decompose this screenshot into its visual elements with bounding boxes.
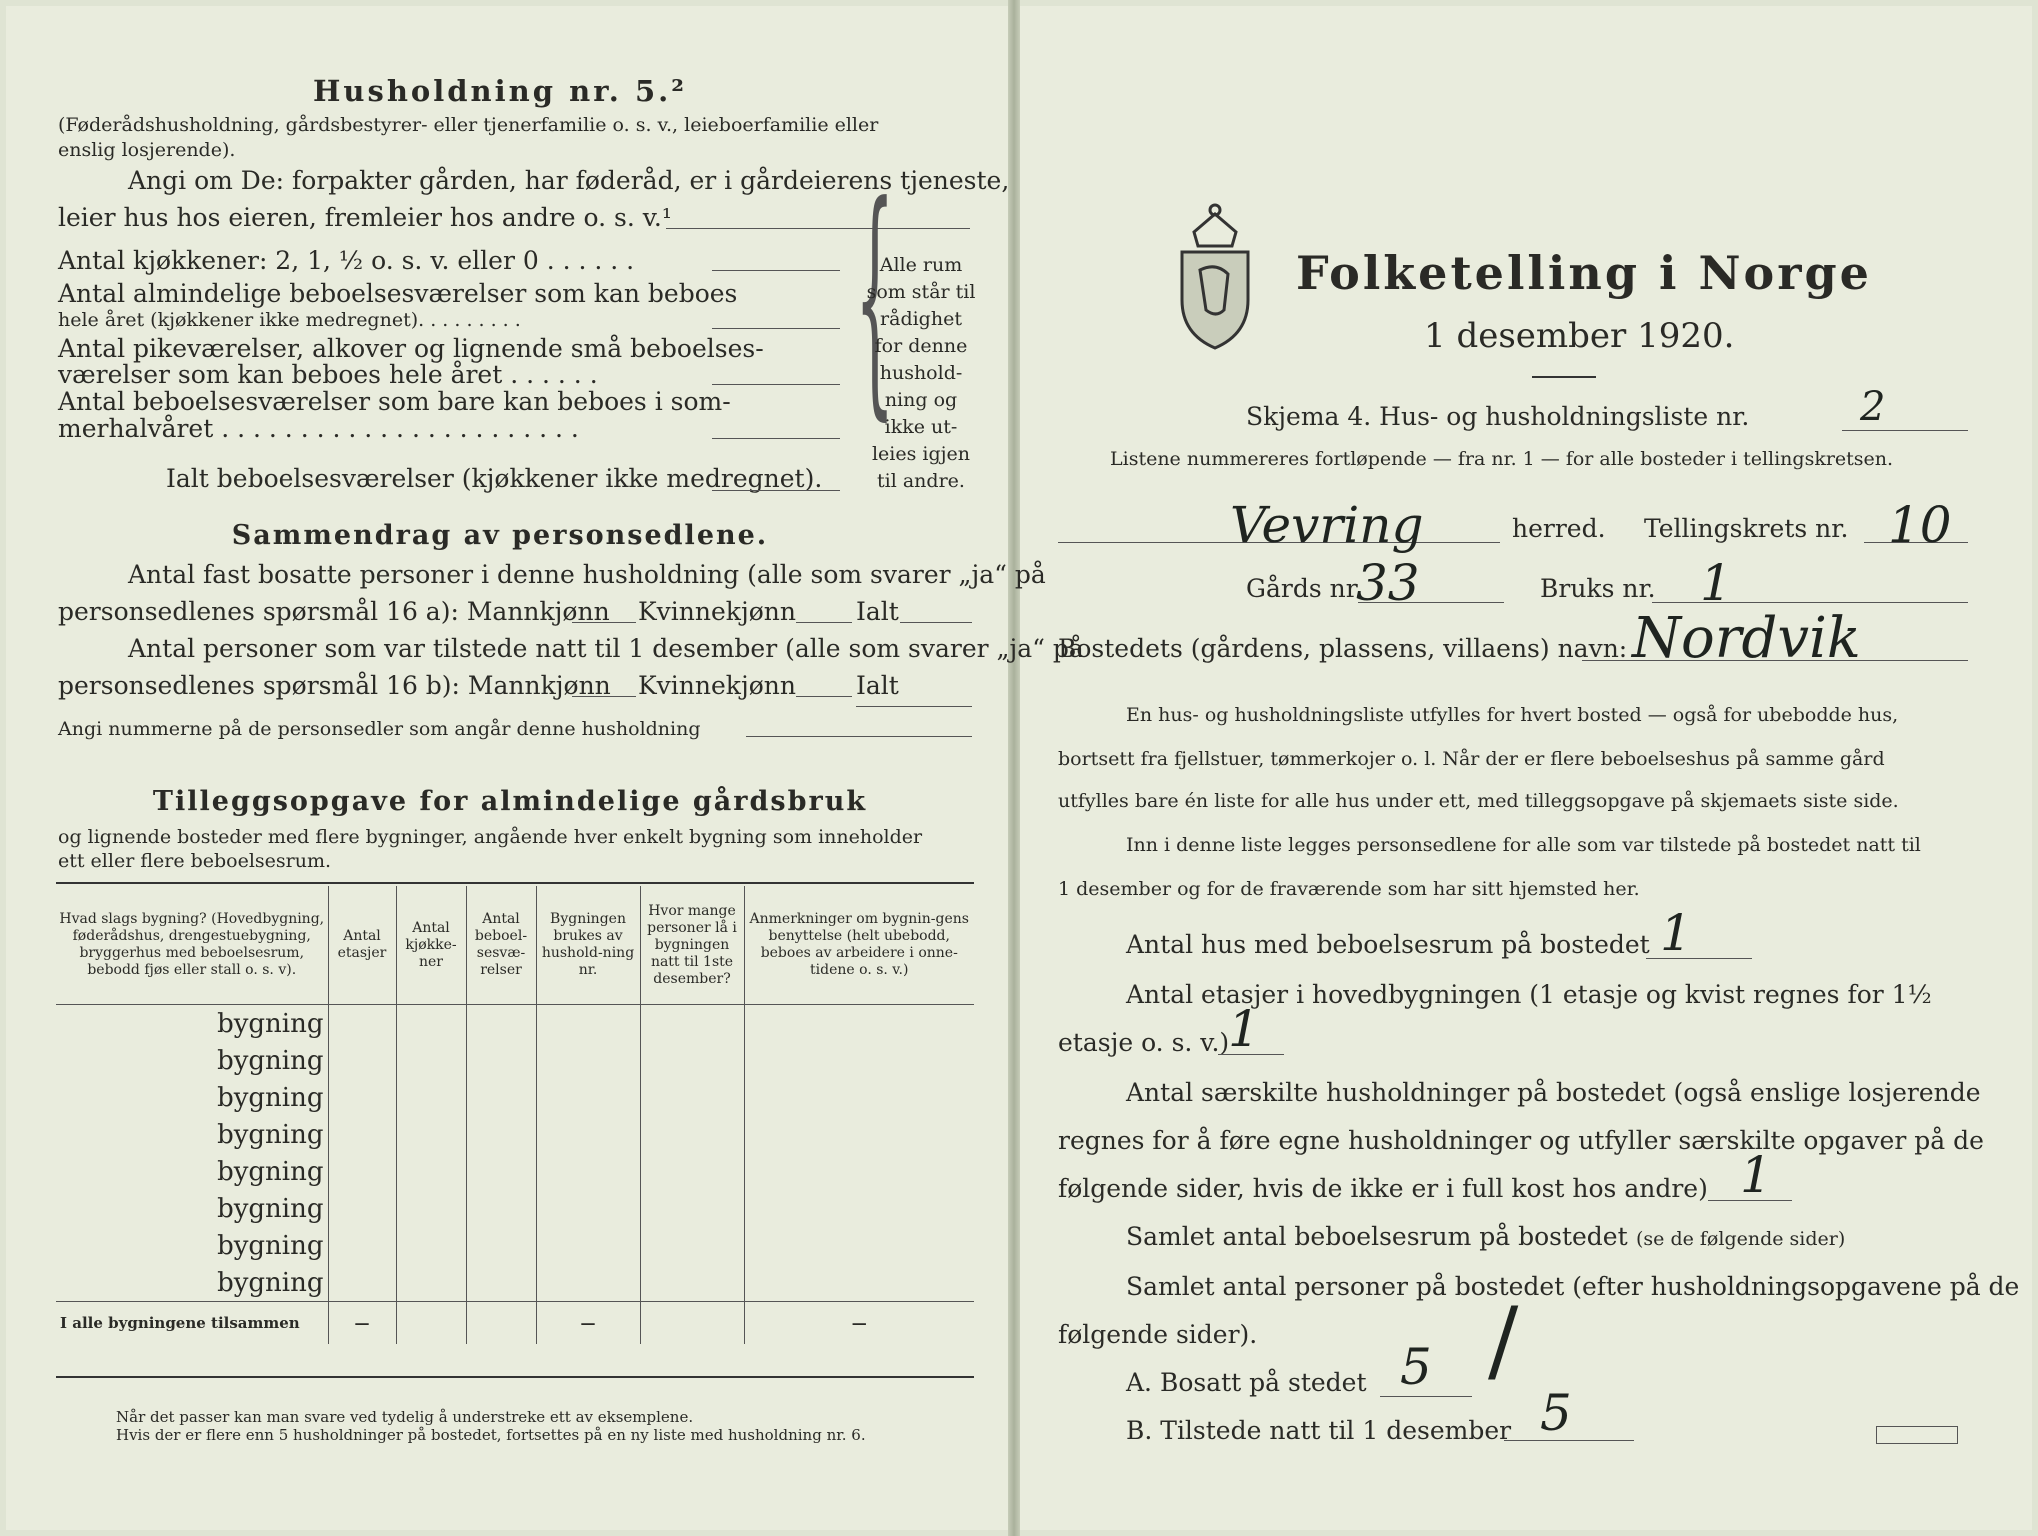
- row-cell: [466, 1079, 536, 1116]
- table-row: [56, 1264, 974, 1302]
- row-cell: [536, 1264, 640, 1302]
- side-note-line: for denne: [874, 335, 968, 357]
- side-note-line: rådighet: [880, 308, 962, 330]
- row-building-label: bygning: [217, 1267, 324, 1298]
- row-cell: [396, 1116, 466, 1153]
- q-pers-2: følgende sider).: [1058, 1320, 1258, 1349]
- ask-line-2: leier hus hos eieren, fremleier hos andre o. s. v.¹: [58, 203, 672, 232]
- rooms-small-1: Antal pikeværelser, alkover og lignende små beboelses-: [58, 334, 764, 363]
- row-cell: [640, 1190, 744, 1227]
- rooms-summer-2: merhalvåret . . . . . . . . . . . . . . . . . . . . . . .: [58, 414, 579, 443]
- row-cell: [536, 1190, 640, 1227]
- row-cell: [396, 1079, 466, 1116]
- summary-line-4: personsedlenes spørsmål 16 b): Mannkjønn: [58, 671, 611, 700]
- summary-female-b: Kvinnekjønn: [638, 671, 796, 700]
- a-bosatt-value: 5: [1400, 1338, 1432, 1396]
- table-row: [56, 1005, 974, 1043]
- total-household: —: [536, 1302, 640, 1345]
- footnote-1: Når det passer kan man svare ved tydelig å understreke ett av eksemplene.: [116, 1408, 694, 1426]
- q-hush-3: følgende sider, hvis de ikke er i full kost hos andre): [1058, 1174, 1708, 1203]
- supplement-line-2: ett eller flere beboelsesrum.: [58, 850, 332, 872]
- total-label: I alle bygningene tilsammen: [56, 1302, 328, 1345]
- instruction-5: 1 desember og for de fraværende som har sitt hjemsted her.: [1058, 878, 1640, 900]
- table-body: [56, 1005, 974, 1302]
- bosted-label: Bostedets (gårdens, plassens, villaens) navn:: [1058, 634, 1628, 663]
- a-hush-value: 1: [1740, 1146, 1772, 1204]
- bruks-value: 1: [1700, 554, 1732, 612]
- side-note-line: ikke ut-: [884, 416, 958, 438]
- row-cell: [744, 1190, 974, 1227]
- row-cell: [396, 1190, 466, 1227]
- row-building-label: bygning: [217, 1045, 324, 1076]
- coat-of-arms-icon: [1172, 200, 1258, 356]
- bruks-label: Bruks nr.: [1540, 574, 1656, 603]
- summary-line-1: Antal fast bosatte personer i denne husholdning (alle som svarer „ja“ på: [128, 560, 1046, 589]
- side-note-line: leies igjen: [871, 443, 971, 465]
- row-building-label: bygning: [217, 1119, 324, 1150]
- rooms-small-2: værelser som kan beboes hele året . . . . . .: [58, 360, 598, 389]
- row-cell: [536, 1042, 640, 1079]
- row-cell: [466, 1264, 536, 1302]
- table-row: [56, 1190, 974, 1227]
- total-remarks: —: [744, 1302, 974, 1345]
- supplement-title: Tilleggsopgave for almindelige gårdsbruk: [152, 786, 868, 817]
- side-note-line: Alle rum: [879, 254, 963, 276]
- row-cell: [466, 1116, 536, 1153]
- col-header-floors: Antal etasjer: [328, 886, 396, 1005]
- col-header-rooms: Antal beboel-sesvæ-relser: [466, 886, 536, 1005]
- printer-mark-icon: [1876, 1426, 1958, 1444]
- side-note-line: ning og: [884, 389, 958, 411]
- table-total-row: [56, 1302, 974, 1345]
- total-floors: —: [328, 1302, 396, 1345]
- instruction-4: Inn i denne liste legges personsedlene for alle som var tilstede på bostedet natt til: [1126, 834, 1921, 856]
- table-row: [56, 1227, 974, 1264]
- side-note: [866, 252, 976, 495]
- row-cell: [466, 1153, 536, 1190]
- row-cell: [536, 1079, 640, 1116]
- q-rum: Samlet antal beboelsesrum på bostedet: [1126, 1222, 1628, 1251]
- census-title: Folketelling i Norge: [1296, 246, 1872, 300]
- numbering-note: Listene nummereres fortløpende — fra nr. 1 — for alle bosteder i tellingskretsen.: [1110, 448, 1894, 470]
- row-cell: [640, 1116, 744, 1153]
- table-row: [56, 1116, 974, 1153]
- row-cell: [396, 1153, 466, 1190]
- household-title: Husholdning nr. 5.²: [313, 74, 687, 108]
- instruction-3: utfylles bare én liste for alle hus under ett, med tilleggsopgave på skjemaets siste side.: [1058, 790, 1899, 812]
- bosted-value: Nordvik: [1632, 606, 1861, 671]
- table-row: [56, 1153, 974, 1190]
- rooms-ordinary-2: hele året (kjøkkener ikke medregnet). . . . . . . . .: [58, 309, 521, 331]
- q-rum-note: (se de følgende sider): [1636, 1228, 1846, 1250]
- schema-label: Skjema 4. Hus- og husholdningsliste nr.: [1246, 402, 1750, 431]
- check-mark: /: [1488, 1288, 1519, 1393]
- row-cell: [466, 1005, 536, 1043]
- row-cell: [640, 1005, 744, 1043]
- row-cell: [328, 1153, 396, 1190]
- intro-line-2: enslig losjerende).: [58, 139, 236, 161]
- q-hush-1: Antal særskilte husholdninger på bostedet (også enslige losjerende: [1126, 1078, 1981, 1107]
- table-header-row: [56, 886, 974, 1005]
- row-cell: [396, 1227, 466, 1264]
- herred-label: herred.: [1512, 514, 1606, 543]
- q-etasjer-1: Antal etasjer i hovedbygningen (1 etasje og kvist regnes for 1½: [1126, 980, 1932, 1009]
- krets-label: Tellingskrets nr.: [1644, 514, 1849, 543]
- total-persons: [640, 1302, 744, 1345]
- page-fold: [1008, 0, 1020, 1536]
- row-cell: [328, 1190, 396, 1227]
- row-cell: [536, 1153, 640, 1190]
- rooms-total-label: Ialt beboelsesværelser (kjøkkener ikke medregnet).: [166, 464, 823, 493]
- row-cell: [536, 1116, 640, 1153]
- q-pers-1: Samlet antal personer på bostedet (efter husholdningsopgavene på de: [1126, 1272, 2020, 1301]
- row-cell: [466, 1042, 536, 1079]
- row-cell: [744, 1079, 974, 1116]
- col-header-persons: Hvor mange personer lå i bygningen natt til 1ste desember?: [640, 886, 744, 1005]
- rooms-summer-1: Antal beboelsesværelser som bare kan beboes i som-: [58, 387, 731, 416]
- row-cell: [640, 1153, 744, 1190]
- row-building-label: bygning: [217, 1193, 324, 1224]
- ask-line-1: Angi om De: forpakter gården, har føderåd, er i gårdeierens tjeneste,: [128, 166, 1010, 195]
- total-rooms: [466, 1302, 536, 1345]
- summary-line-3: Antal personer som var tilstede natt til 1 desember (alle som svarer „ja“ på: [128, 634, 1084, 663]
- summary-title: Sammendrag av personsedlene.: [231, 520, 769, 551]
- krets-value: 10: [1888, 496, 1952, 554]
- row-cell: [536, 1227, 640, 1264]
- b-tilstede-label: B. Tilstede natt til 1 desember: [1126, 1416, 1512, 1445]
- row-cell: [744, 1116, 974, 1153]
- row-cell: [466, 1227, 536, 1264]
- col-header-building-type: Hvad slags bygning? (Hovedbygning, føderådshus, drengestuebygning, bryggerhus med beboelsesrum, bebodd fjøs eller stall o. s. v).: [56, 886, 328, 1005]
- row-building-label: bygning: [217, 1230, 324, 1261]
- summary-numbers: Angi nummerne på de personsedler som angår denne husholdning: [58, 718, 701, 740]
- gards-value: 33: [1356, 554, 1420, 612]
- row-cell: [328, 1264, 396, 1302]
- row-cell: [744, 1005, 974, 1043]
- row-cell: [328, 1116, 396, 1153]
- census-date: 1 desember 1920.: [1424, 316, 1735, 356]
- row-cell: [396, 1042, 466, 1079]
- summary-total-a: Ialt: [856, 597, 899, 626]
- row-cell: [640, 1227, 744, 1264]
- side-note-line: som står til: [866, 281, 976, 303]
- summary-line-2: personsedlenes spørsmål 16 a): Mannkjønn: [58, 597, 610, 626]
- q-hush-2: regnes for å føre egne husholdninger og utfyller særskilte opgaver på de: [1058, 1126, 1984, 1155]
- instruction-1: En hus- og husholdningsliste utfylles for hvert bosted — også for ubebodde hus,: [1126, 704, 1899, 726]
- q-etasjer-2: etasje o. s. v.): [1058, 1028, 1230, 1057]
- row-cell: [328, 1079, 396, 1116]
- rooms-ordinary-1: Antal almindelige beboelsesværelser som kan beboes: [58, 279, 738, 308]
- table-row: [56, 1042, 974, 1079]
- rooms-kitchens: Antal kjøkkener: 2, 1, ½ o. s. v. eller 0 . . . . . .: [58, 246, 635, 275]
- q-hus: Antal hus med beboelsesrum på bostedet: [1126, 930, 1650, 959]
- col-header-household-no: Bygningen brukes av hushold-ning nr.: [536, 886, 640, 1005]
- total-kitchens: [396, 1302, 466, 1345]
- intro-line-1: (Føderådshusholdning, gårdsbestyrer- eller tjenerfamilie o. s. v., leieboerfamilie eller: [58, 114, 879, 136]
- supplement-line-1: og lignende bosteder med flere bygninger, angående hver enkelt bygning som inneholder: [58, 826, 923, 848]
- a-bosatt-label: A. Bosatt på stedet: [1126, 1368, 1367, 1397]
- gards-label: Gårds nr.: [1246, 574, 1363, 603]
- row-cell: [744, 1227, 974, 1264]
- a-hus-value: 1: [1660, 904, 1692, 962]
- summary-total-b: Ialt: [856, 671, 899, 700]
- row-building-label: bygning: [217, 1156, 324, 1187]
- row-cell: [744, 1042, 974, 1079]
- row-cell: [328, 1005, 396, 1043]
- row-cell: [536, 1005, 640, 1043]
- row-cell: [328, 1227, 396, 1264]
- table-row: [56, 1079, 974, 1116]
- side-note-line: til andre.: [877, 470, 965, 492]
- col-header-kitchens: Antal kjøkke-ner: [396, 886, 466, 1005]
- row-cell: [328, 1042, 396, 1079]
- row-cell: [466, 1190, 536, 1227]
- buildings-table: [56, 886, 974, 1344]
- summary-female-a: Kvinnekjønn: [638, 597, 796, 626]
- brace: {: [855, 150, 895, 443]
- row-cell: [640, 1042, 744, 1079]
- col-header-remarks: Anmerkninger om bygnin-gens benyttelse (helt ubebodd, beboes av arbeidere i onne-tidene o. s. v.): [744, 886, 974, 1005]
- row-cell: [396, 1005, 466, 1043]
- row-building-label: bygning: [217, 1082, 324, 1113]
- row-cell: [640, 1264, 744, 1302]
- b-tilstede-value: 5: [1540, 1384, 1572, 1442]
- row-cell: [744, 1264, 974, 1302]
- instruction-2: bortsett fra fjellstuer, tømmerkojer o. l. Når der er flere beboelseshus på samme gård: [1058, 748, 1885, 770]
- herred-value: Vevring: [1230, 496, 1424, 554]
- row-cell: [396, 1264, 466, 1302]
- side-note-line: hushold-: [879, 362, 963, 384]
- row-cell: [640, 1079, 744, 1116]
- footnote-2: Hvis der er flere enn 5 husholdninger på bostedet, fortsettes på en ny liste med husholdning nr. 6.: [116, 1426, 866, 1444]
- a-etasjer-value: 1: [1228, 1000, 1260, 1058]
- row-cell: [744, 1153, 974, 1190]
- schema-number-value: 2: [1860, 384, 1886, 430]
- row-building-label: bygning: [217, 1008, 324, 1039]
